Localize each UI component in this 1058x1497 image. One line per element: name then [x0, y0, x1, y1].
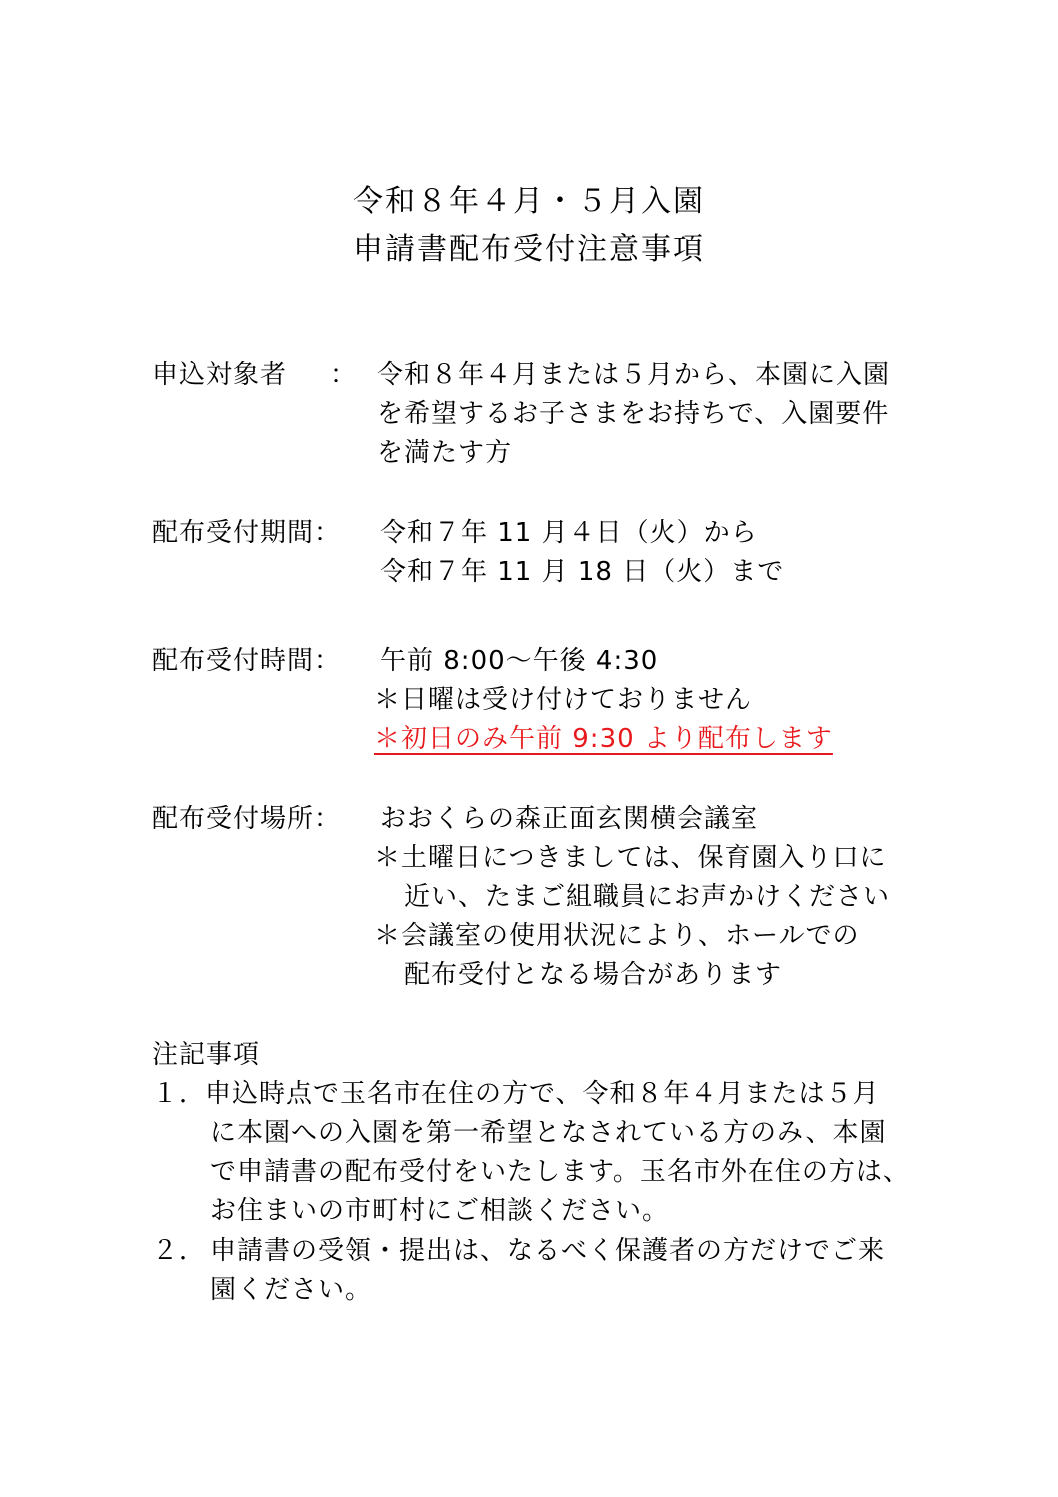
time-hours: 午前 8:00～午後 4:30	[380, 646, 659, 676]
place-room-usage-note-cont: 配布受付となる場合があります	[404, 960, 783, 990]
place-room-usage-note: ＊会議室の使用状況により、ホールでの	[374, 921, 860, 951]
note-1-line-4: お住まいの市町村にご相談ください。	[210, 1196, 670, 1226]
document-title-line-1: 令和８年４月・５月入園	[353, 184, 705, 219]
note-1-line-3: で申請書の配布受付をいたします。玉名市外在住の方は、	[210, 1157, 910, 1187]
target-text-line-2: を希望するお子さまをお持ちで、入園要件	[377, 399, 890, 429]
notes-heading: 注記事項	[152, 1040, 261, 1070]
note-1-number: １．	[152, 1079, 207, 1109]
target-text-line-1: 令和８年４月または５月から、本園に入園	[377, 360, 891, 390]
note-2-line-2: 園ください。	[210, 1275, 373, 1305]
time-label: 配布受付時間：	[152, 646, 342, 676]
target-label: 申込対象者	[152, 360, 288, 390]
place-saturday-note-cont: 近い、たまご組職員にお声かけください	[404, 882, 891, 912]
target-text-line-3: を満たす方	[377, 438, 513, 468]
note-1-line-2: に本園への入園を第一希望となされている方のみ、本園	[210, 1118, 887, 1148]
target-colon: ：	[330, 360, 358, 390]
place-saturday-note: ＊土曜日につきましては、保育園入り口に	[374, 843, 887, 873]
place-room: おおくらの森正面玄関横会議室	[380, 804, 759, 834]
time-sunday-note: ＊日曜は受け付けておりません	[374, 685, 753, 715]
period-end: 令和７年 11 月 18 日（火）まで	[380, 557, 785, 587]
place-label: 配布受付場所：	[152, 804, 342, 834]
note-2-line-1: 申請書の受領・提出は、なるべく保護者の方だけでご来	[210, 1236, 886, 1266]
document-title-line-2: 申請書配布受付注意事項	[353, 232, 705, 267]
time-first-day-notice: ＊初日のみ午前 9:30 より配布します	[374, 724, 833, 754]
note-2-number: ２．	[152, 1236, 207, 1266]
period-label: 配布受付期間：	[152, 518, 342, 548]
note-1-line-1: 申込時点で玉名市在住の方で、令和８年４月または５月	[205, 1079, 880, 1109]
period-start: 令和７年 11 月４日（火）から	[380, 518, 758, 548]
